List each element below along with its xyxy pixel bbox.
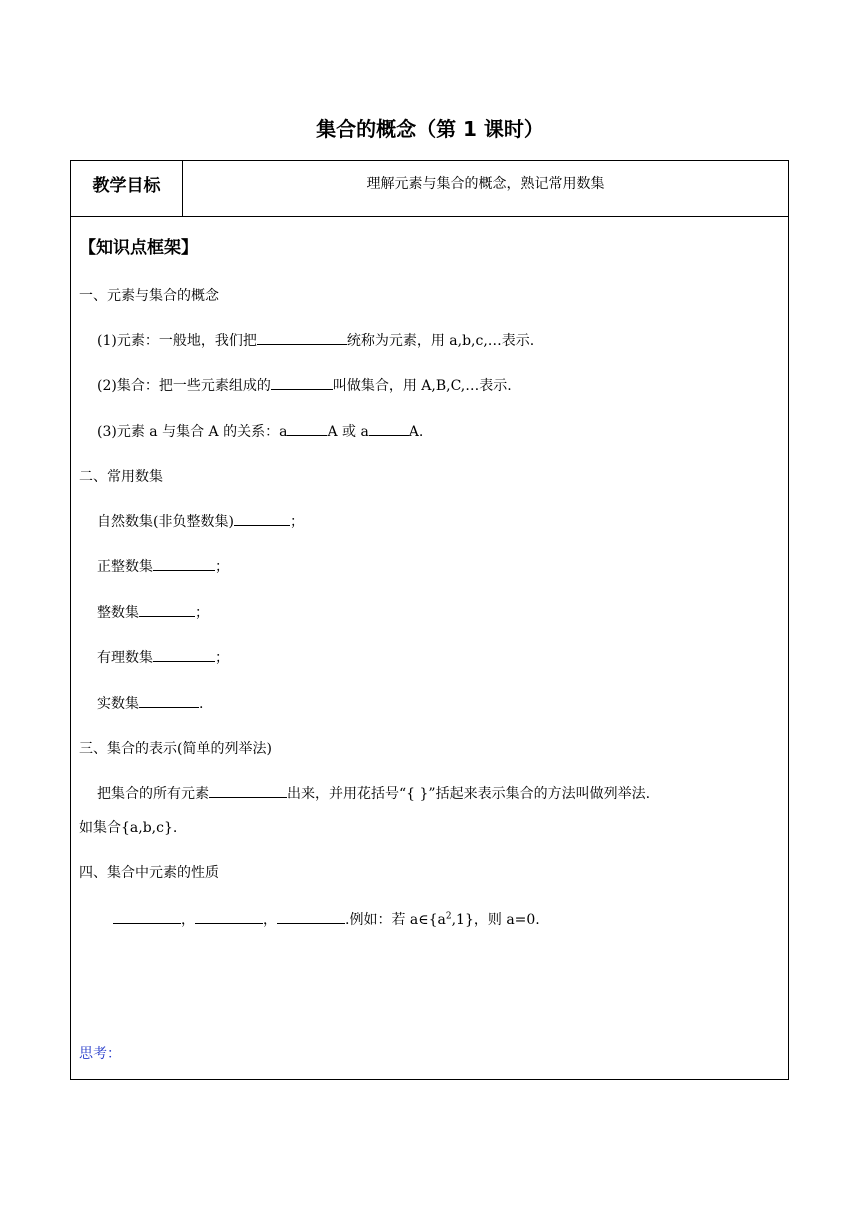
- goal-text: 理解元素与集合的概念，熟记常用数集: [366, 176, 605, 192]
- blank-field[interactable]: [257, 330, 347, 345]
- superscript: 2: [445, 911, 452, 922]
- page-title: 集合的概念（第 1 课时）: [316, 117, 544, 141]
- positive-label: 正整数集: [97, 559, 153, 575]
- section3-title: 三、集合的表示(简单的列举法): [79, 741, 272, 757]
- goal-row: [71, 161, 788, 217]
- semicolon: ；: [215, 559, 229, 575]
- think-label: 思考：: [79, 1046, 121, 1062]
- section2-title: 二、常用数集: [79, 469, 163, 485]
- period: .: [199, 696, 204, 712]
- section1-item3: [97, 421, 423, 441]
- item1-text-pre: (1)元素：一般地，我们把: [97, 333, 257, 349]
- blank-field[interactable]: [113, 909, 181, 924]
- section4-title: 四、集合中元素的性质: [79, 865, 219, 881]
- goal-label: 教学目标: [71, 161, 183, 216]
- comma: ，: [181, 912, 195, 928]
- reals-line: [97, 693, 203, 713]
- section3-example: 如集合{a,b,c}.: [79, 820, 178, 836]
- blank-field[interactable]: [153, 647, 215, 662]
- blank-field[interactable]: [369, 421, 409, 436]
- section1-title: 一、元素与集合的概念: [79, 288, 219, 304]
- semicolon: ；: [289, 514, 304, 530]
- blank-field[interactable]: [139, 693, 199, 708]
- natural-numbers-line: [97, 511, 304, 531]
- section3-text-post: 出来，并用花括号“{ }”括起来表示集合的方法叫做列举法.: [287, 786, 651, 802]
- section4-properties-line: [113, 909, 540, 929]
- lesson-table: [70, 160, 789, 1080]
- item3-text-post: A.: [408, 424, 424, 440]
- section3-text-pre: 把集合的所有元素: [97, 786, 209, 802]
- example-text-post: ,1}，则 a=0.: [451, 912, 540, 928]
- blank-field[interactable]: [271, 375, 333, 390]
- positive-integers-line: [97, 556, 229, 576]
- rational-label: 有理数集: [97, 650, 153, 666]
- item1-text-post: 统称为元素，用 a,b,c,…表示.: [346, 333, 535, 349]
- blank-field[interactable]: [139, 602, 195, 617]
- section1-item2: [97, 375, 512, 395]
- natural-label: 自然数集(非负整数集): [97, 514, 234, 530]
- item2-text-post: 叫做集合，用 A,B,C,…表示.: [332, 378, 512, 394]
- section1-item1: [97, 330, 534, 350]
- semicolon: ；: [195, 605, 209, 621]
- framework-heading: 【知识点框架】: [79, 238, 198, 258]
- integers-line: [97, 602, 209, 622]
- item3-text-pre: (3)元素 a 与集合 A 的关系：a: [97, 424, 288, 440]
- blank-field[interactable]: [195, 909, 263, 924]
- integer-label: 整数集: [97, 605, 139, 621]
- item3-text-mid: A 或 a: [327, 424, 369, 440]
- real-label: 实数集: [97, 696, 139, 712]
- item2-text-pre: (2)集合：把一些元素组成的: [97, 378, 271, 394]
- section3-text: [97, 783, 650, 803]
- comma: ，: [263, 912, 277, 928]
- blank-field[interactable]: [277, 909, 345, 924]
- example-text-pre: .例如：若 a∈{a: [345, 912, 446, 928]
- blank-field[interactable]: [153, 556, 215, 571]
- semicolon: ；: [215, 650, 229, 666]
- blank-field[interactable]: [287, 421, 327, 436]
- rationals-line: [97, 647, 229, 667]
- blank-field[interactable]: [209, 783, 287, 798]
- blank-field[interactable]: [234, 511, 290, 526]
